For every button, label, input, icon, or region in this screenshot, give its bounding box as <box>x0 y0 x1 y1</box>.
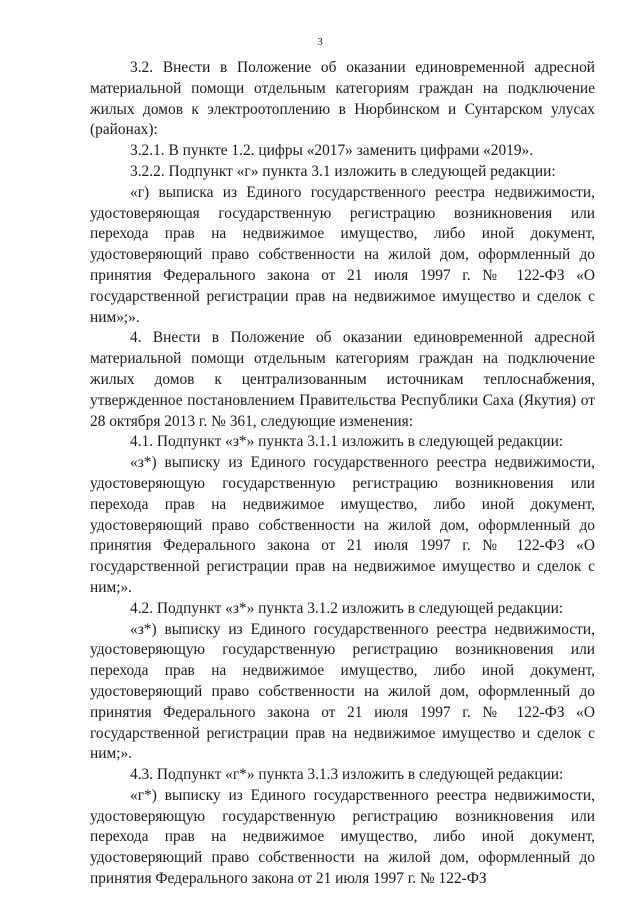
document-body <box>90 58 595 890</box>
paragraph-3-2-1: 3.2.1. В пункте 1.2. цифры «2017» заменить цифрами «2019». <box>130 142 534 160</box>
paragraph-4-3-text: «г*) выписку из Единого государственного реестра недвижимости, удостоверяющую государственную регистрацию возникновения или перехода прав на недвижимое имущество, либо иной документ, удостоверяющий право собственности на жилой дом, оформленный до принятия Федерального закона от 21 июля 1997 г. № 122-ФЗ <box>90 786 595 888</box>
paragraph-3-2: 3.2. Внести в Положение об оказании единовременной адресной материальной помощи отдельным категориям граждан на подключение жилых домов к электроотоплению в Нюрбинском и Сунтарском улусах (районах): <box>90 59 595 139</box>
paragraph-3-2-2-text: «г) выписка из Единого государственного реестра недвижимости, удостоверяющая государственную регистрацию возникновения или перехода прав на недвижимое имущество, либо иной документ, удостоверяющий право собственности на жилой дом, оформленный до принятия Федерального закона от 21 июля 1997 г. № 122-ФЗ «О государственной регистрации прав на недвижимое имущество и сделок с ним»;». <box>90 183 595 326</box>
page-number: 3 <box>317 36 323 48</box>
paragraph-4-1-text: «з*) выписку из Единого государственного реестра недвижимости, удостоверяющую государственную регистрацию возникновения или перехода прав на недвижимое имущество, либо иной документ, удостоверяющий право собственности на жилой дом, оформленный до принятия Федерального закона от 21 июля 1997 г. № 122-ФЗ «О государственной регистрации прав на недвижимое имущество и сделок с ним;». <box>90 454 595 596</box>
paragraph-4-1: 4.1. Подпункт «з*» пункта 3.1.1 изложить в следующей редакции: <box>130 433 564 451</box>
paragraph-4: 4. Внести в Положение об оказании единовременной адресной материальной помощи отдельным категориям граждан на подключение жилых домов к централизованным источникам теплоснабжения, утвержденное постановлением Правительства Республики Саха (Якутия) от 28 октября 2013 г. № 361, следующие изменения: <box>90 329 595 430</box>
paragraph-4-3: 4.3. Подпункт «г*» пункта 3.1.3 изложить в следующей редакции: <box>130 766 564 784</box>
paragraph-3-2-2: 3.2.2. Подпункт «г» пункта 3.1 изложить в следующей редакции: <box>130 162 556 180</box>
paragraph-4-2-text: «з*) выписку из Единого государственного реестра недвижимости, удостоверяющую государственную регистрацию возникновения или перехода прав на недвижимое имущество, либо иной документ, удостоверяющий право собственности на жилой дом, оформленный до принятия Федерального закона от 21 июля 1997 г. № 122-ФЗ «О государственной регистрации прав на недвижимое имущество и сделок с ним;». <box>90 620 595 763</box>
paragraph-4-2: 4.2. Подпункт «з*» пункта 3.1.2 изложить в следующей редакции: <box>130 599 564 617</box>
